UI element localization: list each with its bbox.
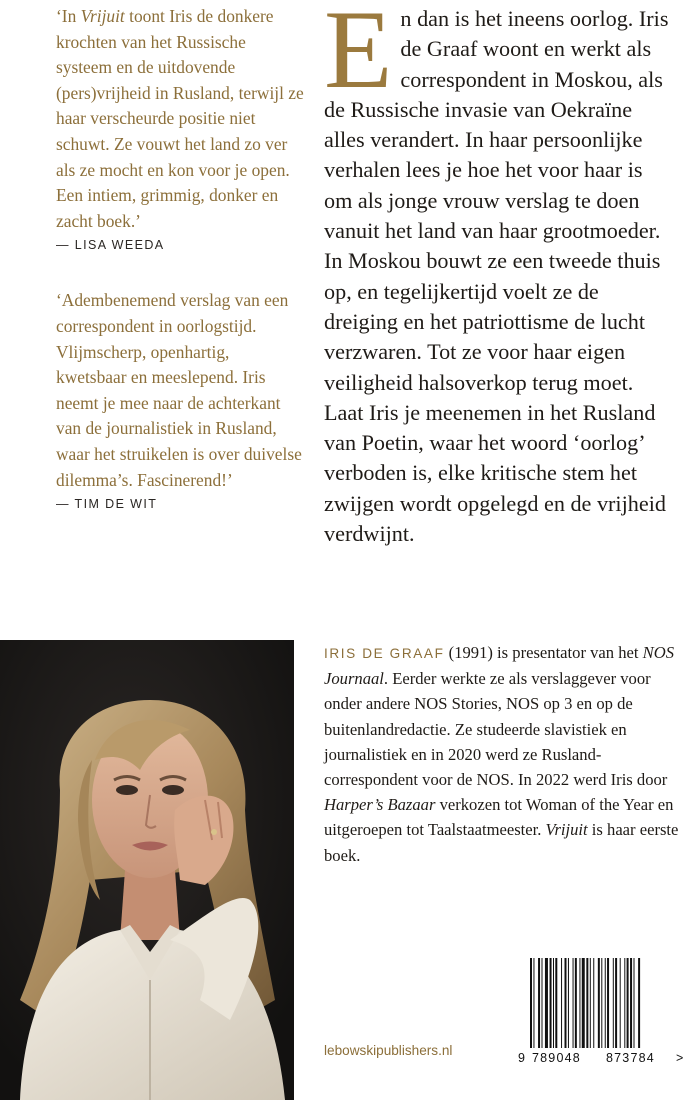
bio-italic: NOS Journaal — [324, 643, 675, 689]
barcode-bar — [624, 958, 625, 1048]
quote-tim-de-wit: ‘Adembenemend verslag van een correspondent in oorlogstijd. Vlijmscherp, openhartig, kwetsbaar en meeslepend. Iris neemt je mee naar de achterkant van de journalistiek in Rusland, waar het struikelen is over duivelse dilemma’s. Fascinerend!’ — [56, 290, 302, 490]
barcode-bar — [593, 958, 594, 1048]
author-portrait — [0, 640, 294, 1100]
barcode-bars — [530, 958, 640, 1048]
barcode-bar — [545, 958, 548, 1048]
barcode-bar — [575, 958, 577, 1048]
barcode-bar — [613, 958, 614, 1048]
bio-text: is haar eerste boek. — [324, 820, 679, 865]
quote-lisa-weeda — [56, 4, 304, 234]
review-quotes — [56, 4, 304, 511]
barcode-bar — [590, 958, 591, 1048]
isbn-trailer: > — [676, 1051, 684, 1065]
barcode-bar — [530, 958, 532, 1048]
barcode-bar — [582, 958, 585, 1048]
barcode-bar — [630, 958, 632, 1048]
barcode-bar — [605, 958, 606, 1048]
barcode-bar — [607, 958, 609, 1048]
quote-text: toont Iris de donkere krochten van het Russische systeem en de uitdovende (pers)vrijheid in Rusland, terwijl ze haar verscheurde positie niet schuwt. Ze vouwt het land zo ver als ze mocht en kon voor je open. Een intiem, grimmig, donker en zacht boek.’ — [56, 6, 304, 231]
bio-text: (1991) is presentator van het — [444, 643, 643, 662]
author-photo — [0, 640, 294, 1100]
book-blurb — [324, 0, 676, 549]
barcode-bar — [533, 958, 534, 1048]
quote-text: ‘In — [56, 6, 81, 26]
bio-text: verkozen tot Woman of the Year en uitgeroepen tot Taalstaatmeester. — [324, 795, 674, 840]
barcode-bar — [615, 958, 617, 1048]
author-name: IRIS DE GRAAF — [324, 646, 445, 661]
barcode-bar — [627, 958, 629, 1048]
bio-italic: Vrijuit — [545, 820, 588, 840]
blurb-text: n dan is het ineens oorlog. Iris de Graaf woont en werkt als correspondent in Moskou, als de Russische invasie van Oekraïne alles verandert. In haar persoonlijke verhalen lees je hoe het voor haar is om als jonge vrouw verslag te doen vanuit het land van haar grootmoeder. In Moskou bouwt ze een tweede thuis op, en tegelijkertijd voelt ze de dreiging en het patriottisme de lucht verzwaren. Tot ze voor haar eigen veiligheid halsoverkop terug moet. Laat Iris je meenemen in het Rusland van Poetin, waar het woord ‘oorlog’ verboden is, elke kritische stem het zwijgen wordt opgelegd en de vrijheid verdwijnt. — [324, 6, 669, 547]
quote-author: — LISA WEEDA — [56, 238, 165, 253]
book-title-italic: Vrijuit — [80, 6, 125, 26]
barcode-bar — [579, 958, 580, 1048]
barcode-bar — [561, 958, 562, 1048]
barcode-bar — [598, 958, 600, 1048]
bio-text: . Eerder werkte ze als verslaggever voor onder andere NOS Stories, NOS op 3 en op de buitenlandredactie. Ze studeerde slavistiek en journalistiek en in 2020 werd ze Rusland-correspondent voor de NOS. In 2022 werd Iris door — [324, 669, 668, 790]
isbn-lead-digit: 9 — [518, 1051, 525, 1065]
isbn-group-1: 789048 — [532, 1051, 581, 1065]
barcode-bar — [586, 958, 588, 1048]
barcode-bar — [555, 958, 557, 1048]
barcode-bar — [638, 958, 640, 1048]
barcode-bar — [568, 958, 569, 1048]
barcode-bar — [601, 958, 602, 1048]
bio-italic: Harper’s Bazaar — [324, 795, 436, 815]
drop-cap: E — [324, 0, 393, 112]
barcode-bar — [620, 958, 621, 1048]
isbn-barcode — [516, 958, 686, 1068]
barcode-bar — [550, 958, 552, 1048]
barcode-bar — [538, 958, 540, 1048]
isbn-group-2: 873784 — [606, 1051, 655, 1065]
barcode-bar — [573, 958, 574, 1048]
barcode-bar — [634, 958, 635, 1048]
publisher-url[interactable]: lebowskipublishers.nl — [324, 1043, 453, 1058]
barcode-bar — [553, 958, 554, 1048]
barcode-bar — [542, 958, 543, 1048]
quote-author: — TIM DE WIT — [56, 497, 158, 512]
barcode-bar — [565, 958, 567, 1048]
author-bio — [324, 640, 688, 868]
